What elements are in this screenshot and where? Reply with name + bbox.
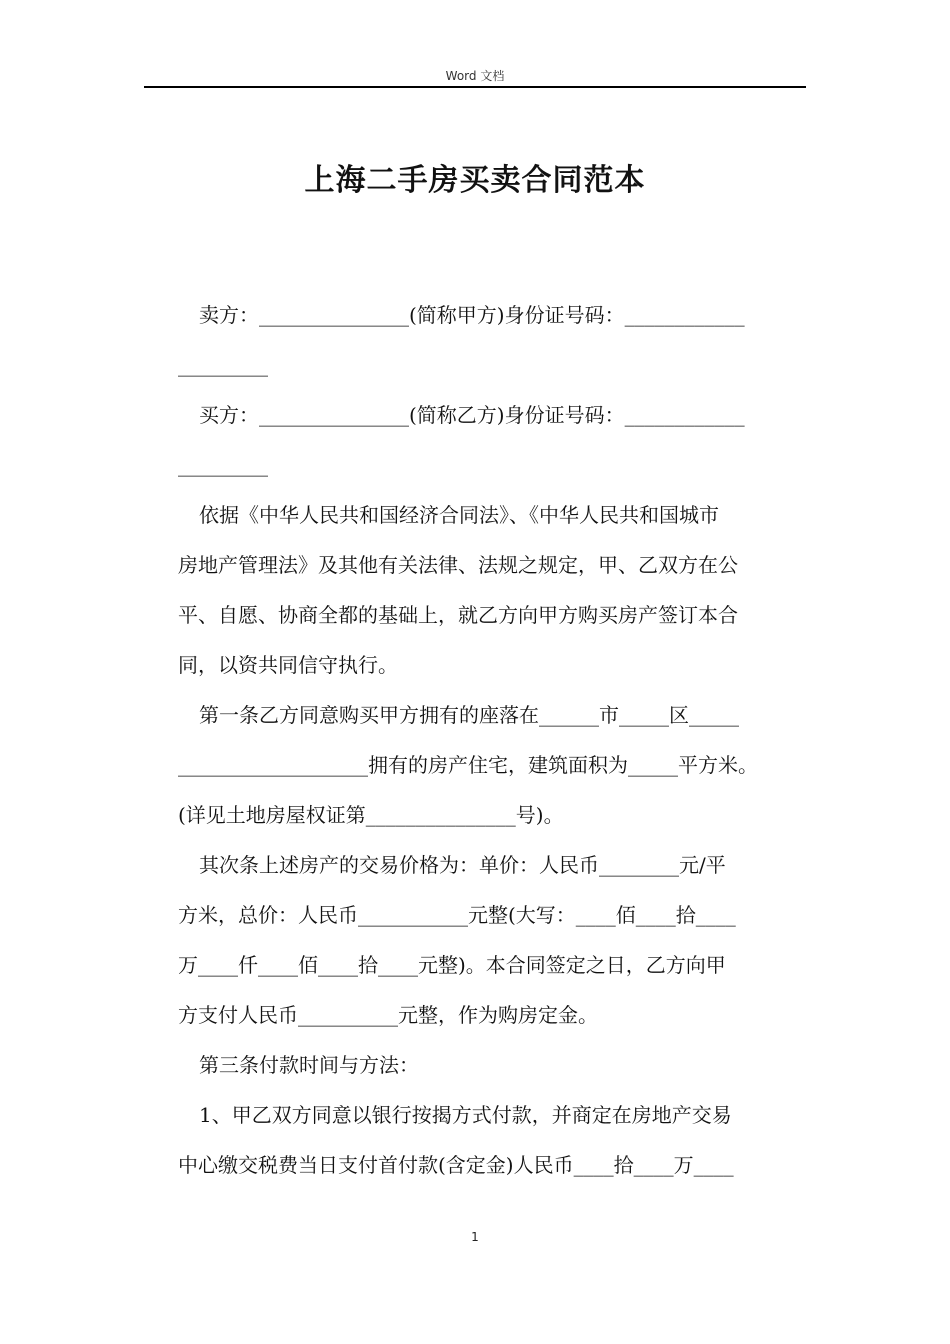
- article-2-line-4: 方支付人民币__________元整，作为购房定金。: [178, 1003, 598, 1027]
- article-3-heading: 第三条付款时间与方法：: [199, 1053, 419, 1077]
- preamble-line-3: 平、自愿、协商全都的基础上，就乙方向甲方购买房产签订本合: [178, 603, 738, 627]
- preamble-line-1: 依据《中华人民共和国经济合同法》、《中华人民共和国城市: [199, 503, 719, 527]
- seller-line-cont: _________: [178, 353, 268, 377]
- buyer-line-cont: _________: [178, 453, 268, 477]
- article-1-line-1: 第一条乙方同意购买甲方拥有的座落在______市_____区_____: [199, 703, 739, 727]
- document-title: 上海二手房买卖合同范本: [304, 163, 646, 198]
- article-1-line-2: ___________________拥有的房产住宅，建筑面积为_____平方米。: [178, 753, 758, 777]
- article-1-line-3: (详见土地房屋权证第_______________号)。: [178, 803, 564, 827]
- page-number: 1: [471, 1230, 479, 1244]
- page-header: Word 文档: [445, 69, 505, 83]
- article-2-line-2: 方米，总价：人民币___________元整(大写：____佰____拾____: [178, 903, 736, 927]
- document-body: [178, 290, 818, 1190]
- preamble-line-2: 房地产管理法》及其他有关法律、法规之规定，甲、乙双方在公: [178, 553, 738, 577]
- article-2-line-3: 万____仟____佰____拾____元整)。本合同签定之日，乙方向甲: [178, 953, 726, 977]
- article-3-item-1-line-2: 中心缴交税费当日支付首付款(含定金)人民币____拾____万____: [178, 1153, 734, 1177]
- preamble-line-4: 同，以资共同信守执行。: [178, 653, 398, 677]
- buyer-line: 买方：_______________(简称乙方)身份证号码：____________: [199, 403, 745, 427]
- article-3-item-1-line-1: 1、甲乙双方同意以银行按揭方式付款，并商定在房地产交易: [199, 1103, 732, 1127]
- article-2-line-1: 其次条上述房产的交易价格为：单价：人民币________元/平: [199, 853, 726, 877]
- seller-line: 卖方：_______________(简称甲方)身份证号码：____________: [199, 303, 745, 327]
- header-rule: [144, 86, 806, 88]
